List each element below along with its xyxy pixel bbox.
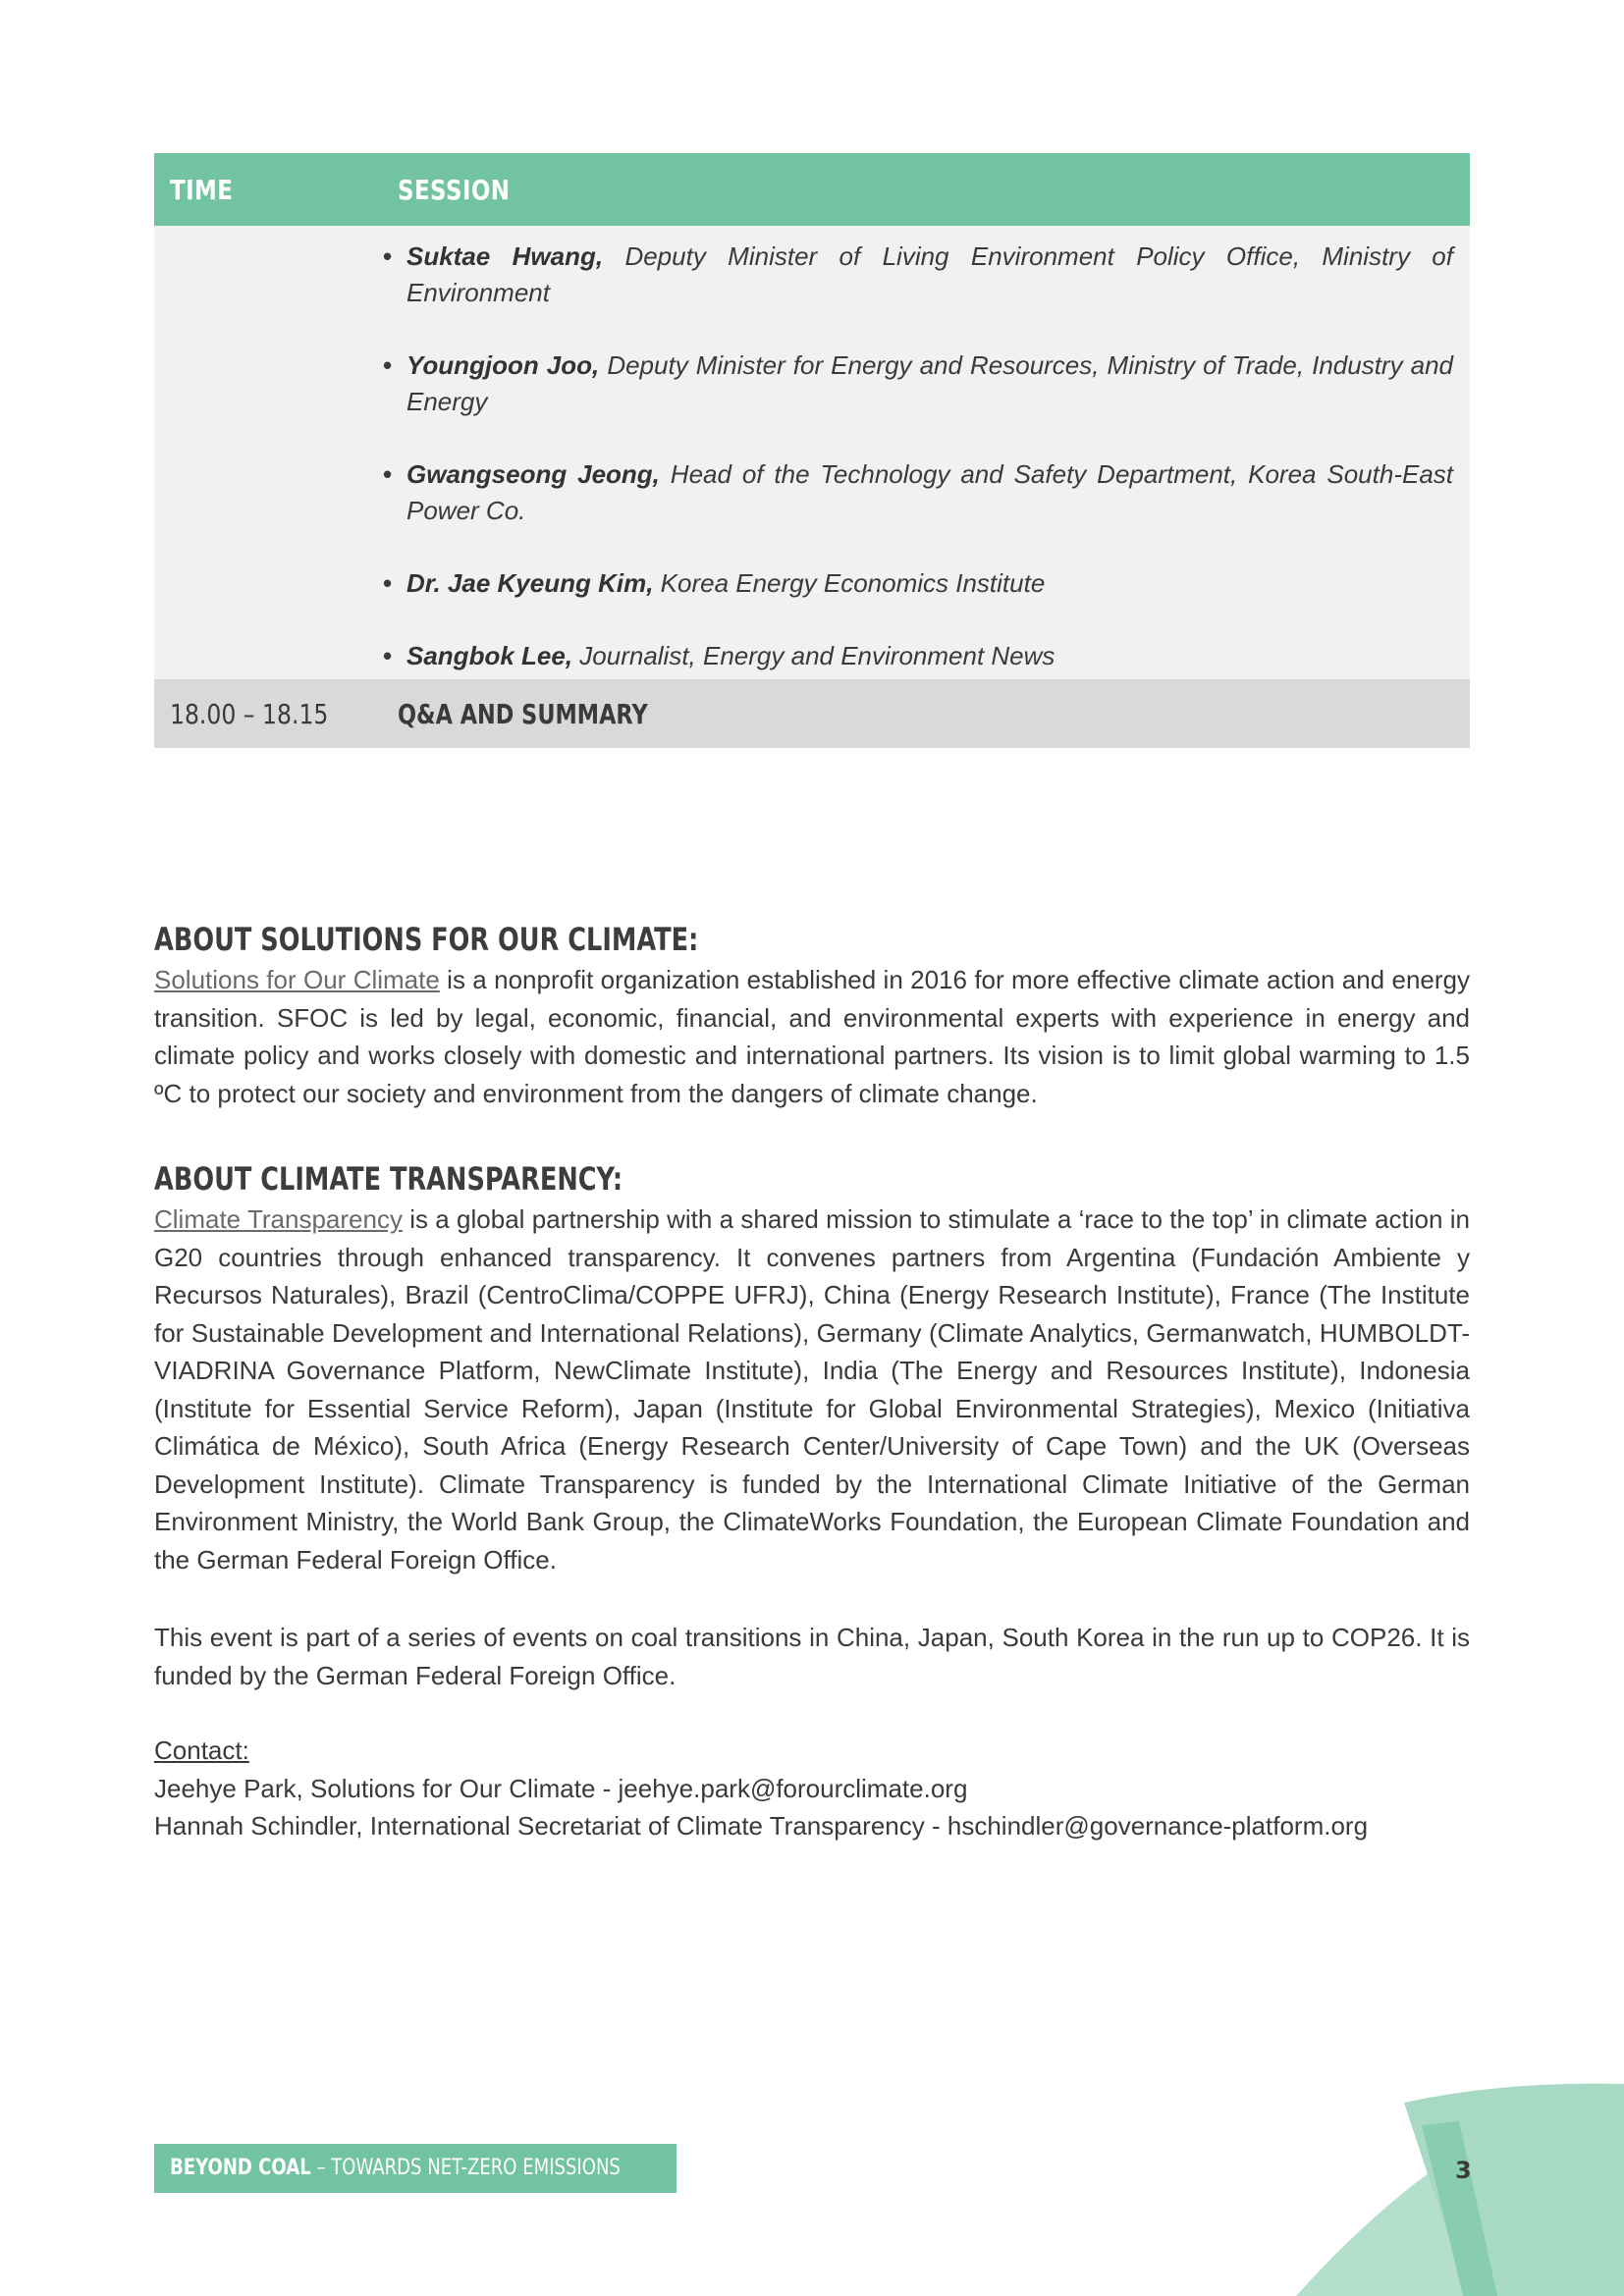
qa-time-cell: 18.00 – 18.15 <box>154 679 382 748</box>
bullet-icon: • <box>383 568 393 598</box>
contact-line: Hannah Schindler, International Secretariat of Climate Transparency - hschindler@governance-platform.org <box>154 1811 1369 1841</box>
speaker-role: Head of the Technology and Safety Department, Korea South-East Power Co. <box>406 459 1453 525</box>
agenda-header-row <box>154 153 1470 226</box>
speaker-name: Suktae Hwang, <box>406 241 604 271</box>
speaker-name: Dr. Jae Kyeung Kim, <box>406 568 654 598</box>
speaker-name: Gwangseong Jeong, <box>406 459 660 489</box>
about-ct-section <box>154 1157 1470 1578</box>
about-sfoc-section <box>154 918 1470 1112</box>
contact-label: Contact: <box>154 1735 249 1765</box>
speaker-item <box>383 347 1453 420</box>
speakers-row <box>154 226 1470 679</box>
speaker-name: Youngjoon Joo, <box>406 350 600 380</box>
speaker-list <box>383 227 1469 678</box>
speaker-role: Deputy Minister of Living Environment Policy Office, Ministry of Environment <box>406 241 1453 307</box>
speakers-time-cell <box>154 226 382 679</box>
sfoc-link[interactable]: Solutions for Our Climate <box>154 965 440 994</box>
speaker-name: Sangbok Lee, <box>406 641 573 670</box>
about-ct-paragraph <box>154 1201 1470 1578</box>
contact-line: Jeehye Park, Solutions for Our Climate - jeehye.park@forourclimate.org <box>154 1773 968 1803</box>
speaker-item <box>383 638 1453 674</box>
session-column-header: SESSION <box>382 153 1470 226</box>
page-number: 3 <box>1455 2157 1472 2184</box>
contact-section <box>154 1732 1470 1845</box>
speaker-role: Journalist, Energy and Environment News <box>579 641 1056 670</box>
event-note: This event is part of a series of events on coal transitions in China, Japan, South Korea in the run up to COP26. It is funded by the German Federal Foreign Office. <box>154 1623 1470 1690</box>
about-sfoc-body: is a nonprofit organization established in 2016 for more effective climate action and energy transition. SFOC is led by legal, economic, financial, and environmental experts with experience in energy and climate policy and works closely with domestic and international partners. Its vision is to limit global warming to 1.5 ºC to protect our society and environment from the dangers of climate change. <box>154 965 1470 1108</box>
qa-title-cell: Q&A AND SUMMARY <box>382 679 1470 748</box>
bullet-icon: • <box>383 350 393 380</box>
agenda-table <box>154 153 1470 748</box>
speaker-role: Deputy Minister for Energy and Resources, Ministry of Trade, Industry and Energy <box>406 350 1453 416</box>
about-ct-body: is a global partnership with a shared mission to stimulate a ‘race to the top’ in climate action in G20 countries through enhanced transparency. It convenes partners from Argentina (Fundación Ambiente y Recursos Naturales), Brazil (CentroClima/COPPE UFRJ), China (Energy Research Institute), France (The Institute for Sustainable Development and International Relations), Germany (Climate Analytics, Germanwatch, HUMBOLDT-VIADRINA Governance Platform, NewClimate Institute), India (The Energy and Resources Institute), Indonesia (Institute for Essential Service Reform), Japan (Institute for Global Environmental Strategies), Mexico (Initiativa Climática de México), South Africa (Energy Research Center/University of Cape Town) and the UK (Overseas Development Institute). Climate Transparency is funded by the International Climate Initiative of the German Environment Ministry, the World Bank Group, the ClimateWorks Foundation, the European Climate Foundation and the German Federal Foreign Office. <box>154 1204 1470 1575</box>
about-sfoc-heading: ABOUT SOLUTIONS FOR OUR CLIMATE: <box>154 921 699 958</box>
speaker-item <box>383 456 1453 529</box>
speaker-role: Korea Energy Economics Institute <box>660 568 1046 598</box>
about-ct-heading: ABOUT CLIMATE TRANSPARENCY: <box>154 1160 623 1198</box>
about-sfoc-paragraph <box>154 961 1470 1112</box>
speaker-item <box>383 565 1453 602</box>
footer-brand: BEYOND COAL <box>170 2156 311 2180</box>
climate-transparency-link[interactable]: Climate Transparency <box>154 1204 403 1234</box>
speaker-item <box>383 239 1453 311</box>
footer-tagline: – TOWARDS NET-ZERO EMISSIONS <box>310 2156 621 2180</box>
speakers-session-cell <box>382 226 1470 679</box>
footer-tag <box>154 2144 677 2193</box>
event-note-section <box>154 1619 1470 1694</box>
bullet-icon: • <box>383 459 393 489</box>
bullet-icon: • <box>383 241 393 271</box>
bullet-icon: • <box>383 641 393 670</box>
time-column-header: TIME <box>154 153 382 226</box>
qa-row <box>154 679 1470 748</box>
